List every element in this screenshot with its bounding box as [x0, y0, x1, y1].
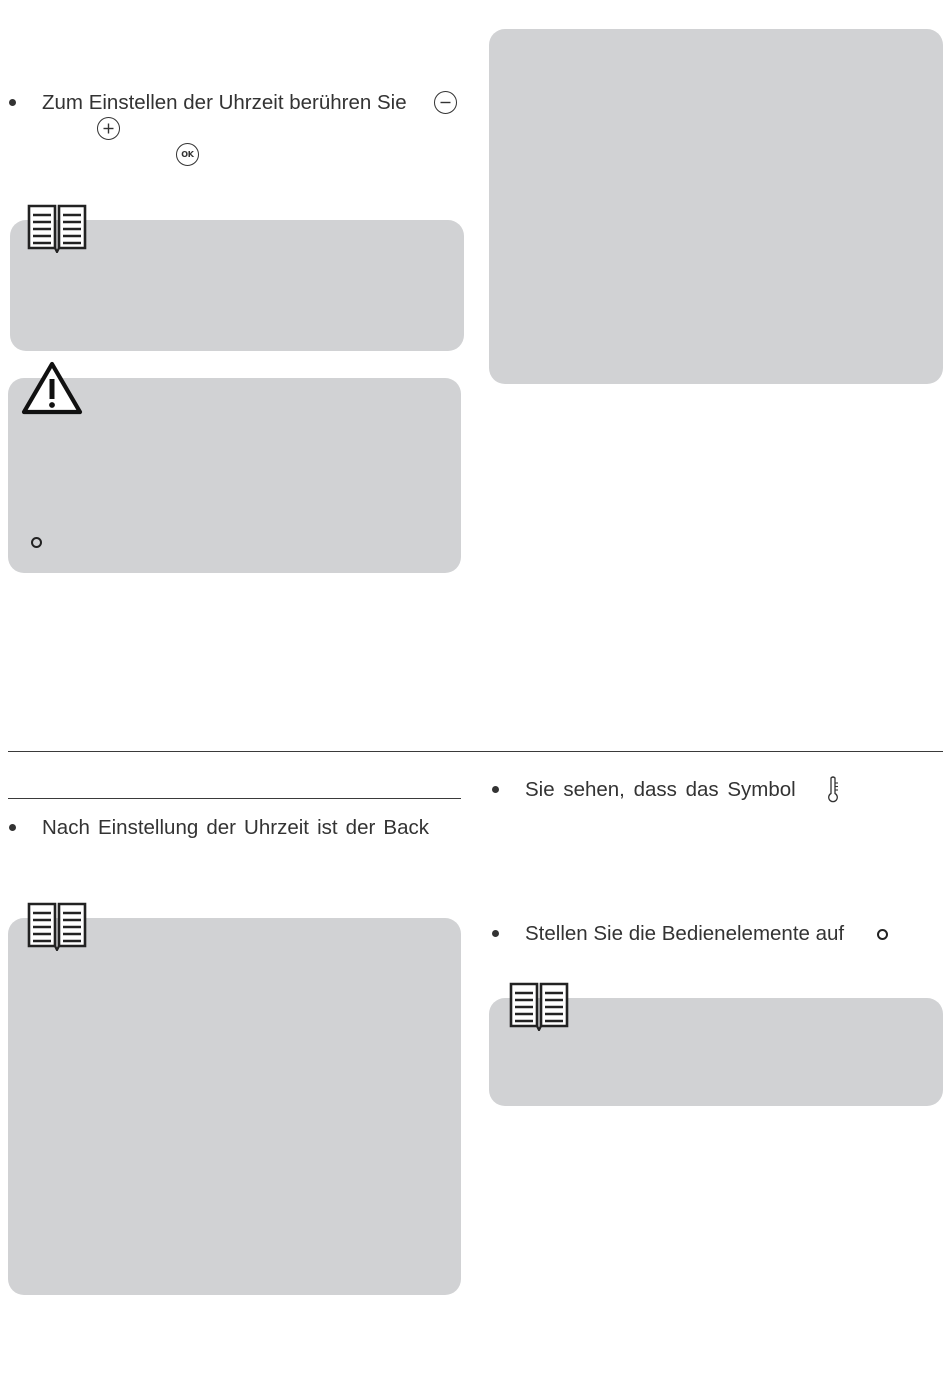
controls-instruction-text: Stellen Sie die Bedienelemente auf	[525, 922, 845, 945]
book-note-icon	[26, 901, 88, 951]
bullet	[9, 824, 16, 831]
section-divider	[8, 751, 943, 752]
off-ring-icon	[31, 537, 42, 548]
book-note-icon	[26, 203, 88, 253]
subsection-divider	[8, 798, 461, 799]
warning-triangle-icon	[21, 361, 83, 415]
thermometer-icon	[826, 776, 840, 804]
bullet	[9, 99, 16, 106]
book-note-icon	[508, 981, 570, 1031]
off-ring-icon	[877, 929, 888, 940]
bullet	[492, 930, 499, 937]
ok-label: OK	[181, 149, 194, 159]
info-box-top-right	[489, 29, 943, 384]
bullet	[492, 786, 499, 793]
clock-instruction-text: Zum Einstellen der Uhrzeit berühren Sie	[42, 91, 407, 114]
ok-circle-icon	[176, 143, 199, 166]
note-box-bottom-left	[8, 918, 461, 1295]
plus-circle-icon	[97, 117, 120, 140]
symbol-instruction-text: Sie sehen, dass das Symbol	[525, 778, 796, 801]
baking-instruction-text: Nach Einstellung der Uhrzeit ist der Back	[42, 816, 429, 839]
minus-circle-icon	[434, 91, 457, 114]
